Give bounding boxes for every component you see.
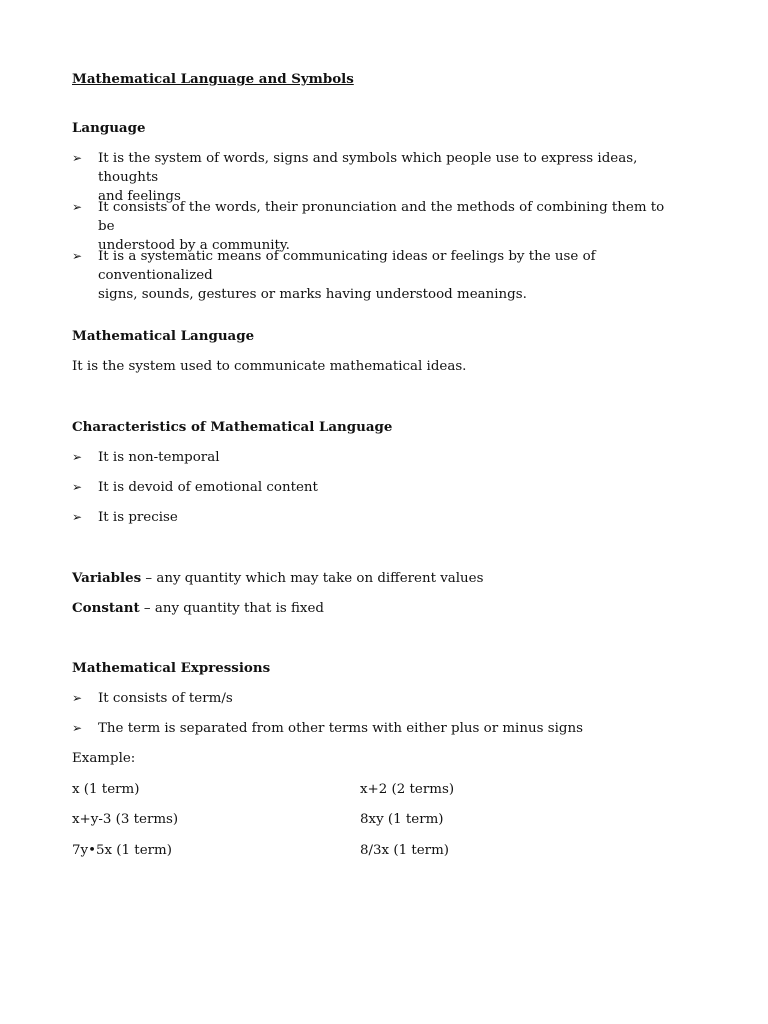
example-left: 7y•5x (1 term) — [72, 843, 172, 858]
arrow-bullet-icon: ➢ — [72, 480, 83, 494]
math-language-heading: Mathematical Language — [72, 328, 255, 344]
definition-desc: – any quantity that is fixed — [139, 601, 324, 616]
list-item-line: and feelings — [98, 189, 181, 204]
definition-constant — [72, 599, 324, 618]
list-item-line: It consists of the words, their pronunciation and the methods of combining them to be — [98, 200, 665, 234]
math-language-definition: It is the system used to communicate mathematical ideas. — [72, 359, 467, 374]
example-right: x+2 (2 terms) — [360, 782, 455, 797]
list-item-text: It is non-temporal — [98, 450, 220, 465]
list-item-text: The term is separated from other terms with either plus or minus signs — [98, 721, 583, 736]
arrow-bullet-icon: ➢ — [72, 249, 83, 263]
definition-desc: – any quantity which may take on different values — [141, 571, 484, 586]
list-item-text: It is precise — [98, 510, 178, 525]
definition-term: Variables — [72, 570, 142, 586]
example-right: 8xy (1 term) — [360, 812, 444, 827]
arrow-bullet-icon: ➢ — [72, 450, 83, 464]
list-item-line: signs, sounds, gestures or marks having understood meanings. — [98, 287, 527, 302]
example-right: 8/3x (1 term) — [360, 843, 449, 858]
list-item-text: It is devoid of emotional content — [98, 480, 318, 495]
list-item-text: It consists of term/s — [98, 691, 233, 706]
arrow-bullet-icon: ➢ — [72, 200, 83, 214]
arrow-bullet-icon: ➢ — [72, 151, 83, 165]
arrow-bullet-icon: ➢ — [72, 691, 83, 705]
definition-variables — [72, 569, 483, 588]
example-left: x (1 term) — [72, 782, 140, 797]
language-heading: Language — [72, 120, 146, 136]
expressions-heading: Mathematical Expressions — [72, 660, 271, 676]
list-item-line: understood by a community. — [98, 238, 290, 253]
list-item-line: It is a systematic means of communicating ideas or feelings by the use of conventionalized — [98, 249, 596, 283]
arrow-bullet-icon: ➢ — [72, 510, 83, 524]
document-title: Mathematical Language and Symbols — [72, 71, 354, 87]
list-item-line: It is the system of words, signs and symbols which people use to express ideas, thoughts — [98, 151, 638, 185]
example-left: x+y-3 (3 terms) — [72, 812, 179, 827]
definition-term: Constant — [72, 600, 140, 616]
example-label: Example: — [72, 751, 136, 766]
characteristics-heading: Characteristics of Mathematical Language — [72, 419, 393, 435]
arrow-bullet-icon: ➢ — [72, 721, 83, 735]
